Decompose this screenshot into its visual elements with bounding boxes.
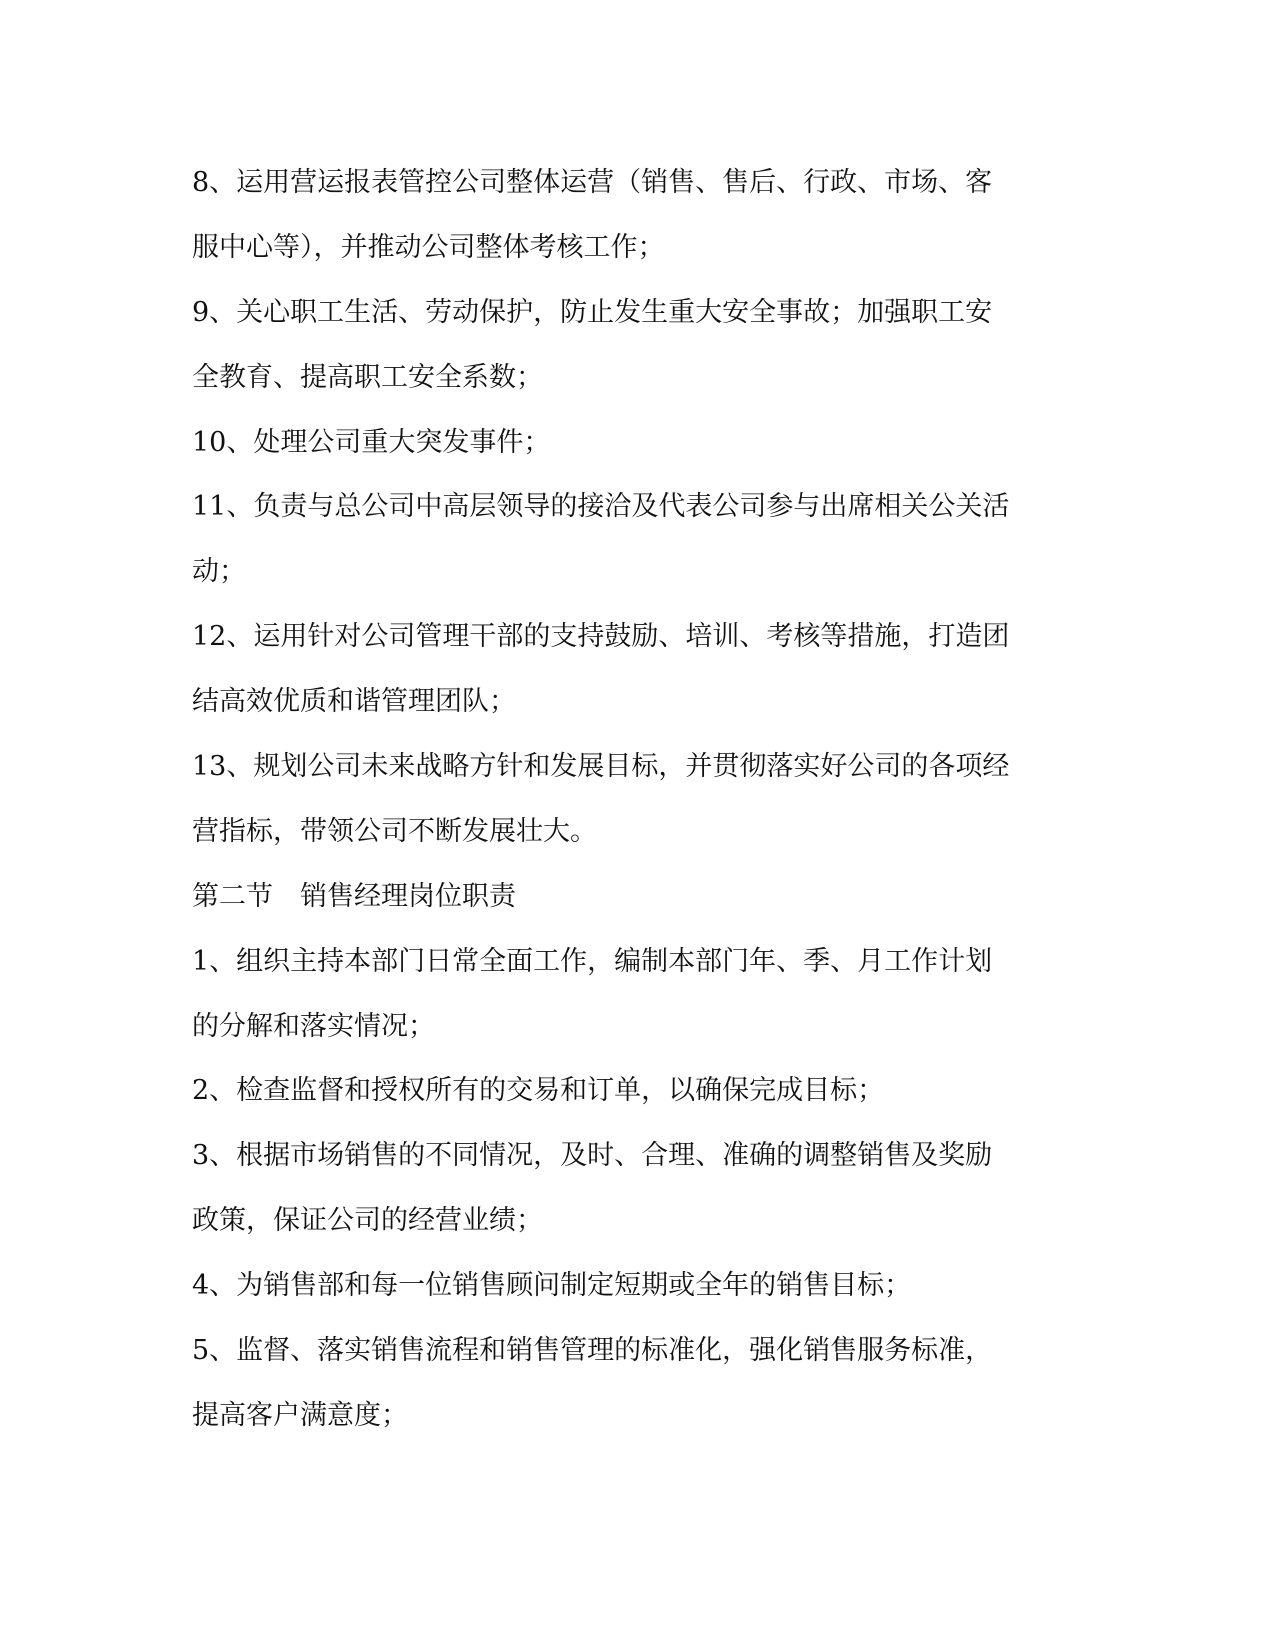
text-line: 13、规划公司未来战略方针和发展目标，并贯彻落实好公司的各项经 (192, 751, 1010, 783)
text-line: 提高客户满意度； (192, 1399, 408, 1431)
text-line: 12、运用针对公司管理干部的支持鼓励、培训、考核等措施，打造团 (192, 621, 1010, 653)
text-line: 8、运用营运报表管控公司整体运营（销售、售后、行政、市场、客 (192, 167, 993, 198)
text-line: 5、监督、落实销售流程和销售管理的标准化，强化销售服务标准， (192, 1335, 993, 1367)
text-line: 营指标，带领公司不断发展壮大。 (192, 815, 597, 847)
document-body (192, 158, 1072, 1456)
text-line: 4、为销售部和每一位销售顾问制定短期或全年的销售目标； (192, 1270, 912, 1302)
text-line: 动； (192, 556, 246, 588)
text-line: 结高效优质和谐管理团队； (192, 686, 516, 718)
text-line: 11、负责与总公司中高层领导的接洽及代表公司参与出席相关公关活 (192, 491, 1010, 523)
text-line: 的分解和落实情况； (192, 1010, 435, 1042)
text-line: 2、检查监督和授权所有的交易和订单，以确保完成目标； (192, 1075, 885, 1107)
text-line: 3、根据市场销售的不同情况，及时、合理、准确的调整销售及奖励 (192, 1140, 993, 1172)
section-heading: 第二节 销售经理岗位职责 (192, 880, 516, 912)
text-line: 10、处理公司重大突发事件； (192, 426, 551, 458)
text-line: 服中心等），并推动公司整体考核工作； (192, 231, 665, 263)
text-line: 1、组织主持本部门日常全面工作，编制本部门年、季、月工作计划 (192, 945, 993, 977)
text-line: 政策，保证公司的经营业绩； (192, 1205, 543, 1237)
text-line: 9、关心职工生活、劳动保护，防止发生重大安全事故；加强职工安 (192, 296, 993, 328)
text-line: 全教育、提高职工安全系数； (192, 361, 543, 393)
